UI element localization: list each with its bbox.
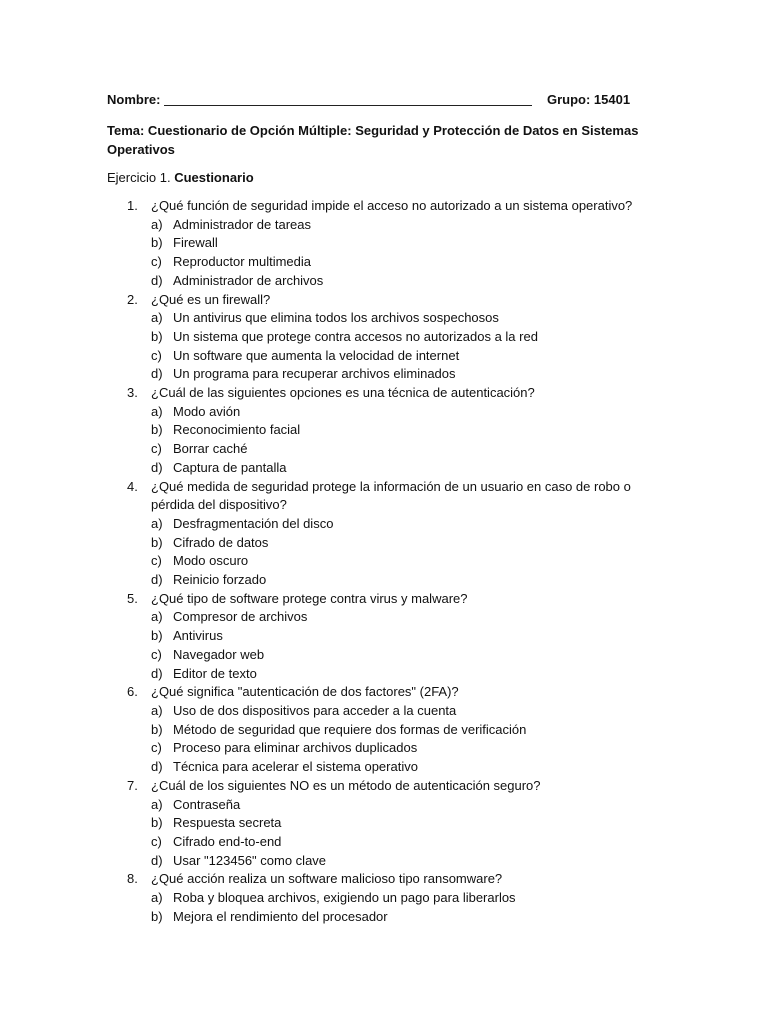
header-line	[107, 91, 647, 109]
option-text: Cifrado end-to-end	[173, 833, 282, 849]
option-letter: d)	[151, 665, 163, 681]
option-text: Respuesta secreta	[173, 815, 282, 831]
answer-option	[151, 552, 667, 571]
option-letter: c)	[151, 441, 162, 457]
option-letter: d)	[151, 459, 163, 475]
question-text: ¿Qué función de seguridad impide el acceso no autorizado a un sistema operativo?	[151, 198, 633, 213]
question-item	[107, 197, 667, 291]
exercise-heading	[107, 169, 254, 187]
question-text: ¿Qué tipo de software protege contra virus y malware?	[151, 590, 468, 606]
answer-option	[151, 908, 667, 927]
option-letter: b)	[151, 422, 163, 438]
option-letter: d)	[151, 852, 163, 868]
question-number: 5.	[127, 590, 138, 606]
question-text: ¿Qué es un firewall?	[151, 291, 271, 307]
answer-option	[151, 665, 667, 684]
option-text: Modo oscuro	[173, 553, 249, 569]
answer-option	[151, 646, 667, 665]
answer-option	[151, 814, 667, 833]
option-text: Reconocimiento facial	[173, 422, 301, 438]
question-text: ¿Qué acción realiza un software malicioso tipo ransomware?	[151, 871, 503, 887]
option-text: Método de seguridad que requiere dos formas de verificación	[173, 721, 527, 737]
option-list	[151, 608, 667, 683]
answer-option	[151, 421, 667, 440]
option-letter: d)	[151, 759, 163, 775]
option-text: Administrador de tareas	[173, 216, 312, 232]
answer-option	[151, 272, 667, 291]
option-text: Técnica para acelerar el sistema operativo	[173, 759, 418, 775]
option-text: Reinicio forzado	[173, 572, 267, 588]
option-letter: a)	[151, 890, 163, 906]
question-item	[107, 478, 667, 590]
option-text: Un antivirus que elimina todos los archivos sospechosos	[173, 310, 499, 326]
answer-option	[151, 216, 667, 235]
option-text: Administrador de archivos	[173, 272, 324, 288]
option-letter: d)	[151, 272, 163, 288]
option-letter: a)	[151, 796, 163, 812]
option-text: Navegador web	[173, 646, 265, 662]
topic-heading: Tema: Cuestionario de Opción Múltiple: Seguridad y Protección de Datos en Sistemas Operativos	[107, 123, 639, 157]
option-text: Usar "123456" como clave	[173, 852, 327, 868]
option-text: Captura de pantalla	[173, 459, 287, 475]
option-text: Mejora el rendimiento del procesador	[173, 908, 388, 924]
question-list	[107, 197, 667, 926]
option-letter: b)	[151, 328, 163, 344]
answer-option	[151, 571, 667, 590]
option-letter: d)	[151, 572, 163, 588]
question-text: ¿Cuál de los siguientes NO es un método de autenticación seguro?	[151, 777, 541, 793]
option-letter: b)	[151, 815, 163, 831]
option-list	[151, 889, 667, 926]
option-text: Antivirus	[173, 628, 223, 644]
option-text: Editor de texto	[173, 665, 257, 681]
answer-option	[151, 365, 667, 384]
question-number: 2.	[127, 291, 138, 307]
option-letter: a)	[151, 609, 163, 625]
option-text: Firewall	[173, 235, 218, 251]
answer-option	[151, 721, 667, 740]
answer-option	[151, 253, 667, 272]
answer-option	[151, 833, 667, 852]
question-number: 1.	[127, 198, 138, 213]
answer-option	[151, 347, 667, 366]
answer-option	[151, 328, 667, 347]
answer-option	[151, 309, 667, 328]
question-text: ¿Qué medida de seguridad protege la información de un usuario en caso de robo o pérdida del dispositivo?	[151, 478, 631, 513]
option-letter: a)	[151, 216, 163, 232]
question-item	[107, 590, 667, 684]
question-number: 4.	[127, 478, 138, 494]
answer-option	[151, 440, 667, 459]
option-text: Reproductor multimedia	[173, 254, 312, 270]
option-letter: a)	[151, 403, 163, 419]
option-letter: b)	[151, 721, 163, 737]
exercise-title: Cuestionario	[174, 170, 254, 185]
option-list	[151, 796, 667, 871]
option-letter: c)	[151, 347, 162, 363]
option-letter: b)	[151, 235, 163, 251]
question-number: 8.	[127, 871, 138, 887]
option-letter: a)	[151, 702, 163, 718]
option-letter: c)	[151, 553, 162, 569]
option-letter: c)	[151, 646, 162, 662]
option-text: Contraseña	[173, 796, 241, 812]
answer-option	[151, 608, 667, 627]
option-letter: b)	[151, 908, 163, 924]
answer-option	[151, 852, 667, 871]
option-letter: c)	[151, 740, 162, 756]
answer-option	[151, 796, 667, 815]
question-item	[107, 291, 667, 385]
option-text: Uso de dos dispositivos para acceder a la cuenta	[173, 702, 457, 718]
option-text: Roba y bloquea archivos, exigiendo un pago para liberarlos	[173, 890, 516, 906]
question-text: ¿Cuál de las siguientes opciones es una técnica de autenticación?	[151, 385, 535, 401]
name-label: Nombre:	[107, 92, 161, 107]
question-item	[107, 777, 667, 871]
answer-option	[151, 889, 667, 908]
option-letter: d)	[151, 366, 163, 382]
exercise-prefix: Ejercicio 1.	[107, 170, 171, 185]
option-text: Cifrado de datos	[173, 534, 269, 550]
option-text: Desfragmentación del disco	[173, 515, 334, 531]
option-text: Proceso para eliminar archivos duplicados	[173, 740, 418, 756]
question-item	[107, 870, 667, 926]
option-letter: c)	[151, 833, 162, 849]
answer-option	[151, 534, 667, 553]
answer-option	[151, 739, 667, 758]
answer-option	[151, 627, 667, 646]
option-letter: a)	[151, 515, 163, 531]
option-list	[151, 403, 667, 478]
question-number: 6.	[127, 684, 138, 700]
option-list	[151, 515, 667, 590]
question-item	[107, 683, 667, 777]
option-letter: c)	[151, 254, 162, 270]
answer-option	[151, 758, 667, 777]
option-text: Borrar caché	[173, 441, 248, 457]
question-number: 7.	[127, 777, 138, 793]
option-letter: b)	[151, 628, 163, 644]
option-text: Un programa para recuperar archivos eliminados	[173, 366, 456, 382]
question-item	[107, 384, 667, 478]
question-number: 3.	[127, 385, 138, 401]
option-text: Un sistema que protege contra accesos no autorizados a la red	[173, 328, 538, 344]
option-letter: a)	[151, 310, 163, 326]
answer-option	[151, 234, 667, 253]
option-list	[151, 216, 667, 291]
group-label: Grupo: 15401	[547, 92, 631, 107]
answer-option	[151, 403, 667, 422]
answer-option	[151, 459, 667, 478]
option-text: Modo avión	[173, 403, 241, 419]
option-list	[151, 702, 667, 777]
option-text: Compresor de archivos	[173, 609, 308, 625]
answer-option	[151, 702, 667, 721]
option-letter: b)	[151, 534, 163, 550]
question-text: ¿Qué significa "autenticación de dos factores" (2FA)?	[151, 684, 459, 700]
answer-option	[151, 515, 667, 534]
name-blank-line	[164, 92, 532, 106]
option-list	[151, 309, 667, 384]
option-text: Un software que aumenta la velocidad de internet	[173, 347, 460, 363]
